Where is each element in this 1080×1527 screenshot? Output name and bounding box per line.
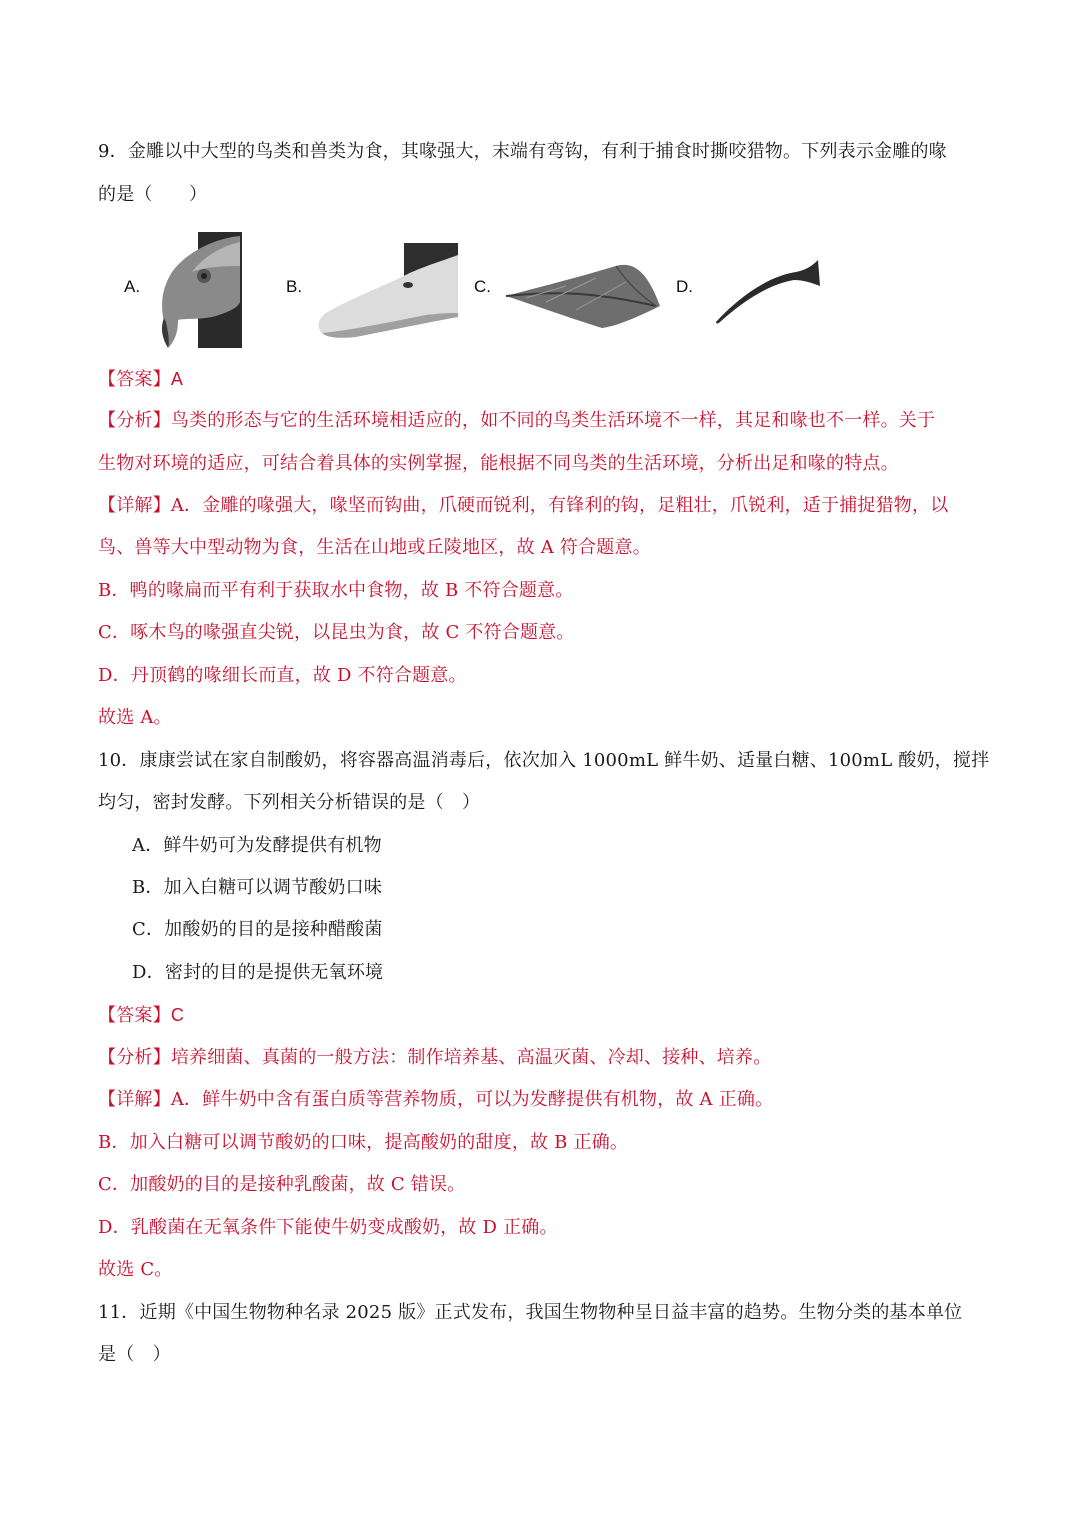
q9-answer-value: A [170, 369, 184, 389]
q9-analysis-line1 [98, 409, 988, 433]
q10-answer-value: C [170, 1005, 185, 1025]
q10-option-a: A．鲜牛奶可为发酵提供有机物 [132, 835, 382, 856]
duck-beak-icon [316, 243, 458, 339]
q9-detail-line2: 鸟、兽等大中型动物为食，生活在山地或丘陵地区，故 A 符合题意。 [98, 537, 651, 558]
q9-stem-line2: 的是（ ） [98, 184, 208, 205]
q10-detail-line1 [98, 1088, 988, 1112]
q10-answer [98, 1003, 988, 1028]
q11-stem-line2: 是（ ） [98, 1344, 171, 1365]
q9-answer-tag: 【答案】 [98, 369, 171, 390]
q9-detail-tag: 【详解】 [98, 495, 171, 516]
q10-detail-line4: D．乳酸菌在无氧条件下能使牛奶变成酸奶，故 D 正确。 [98, 1217, 558, 1238]
crane-beak-icon [714, 258, 822, 326]
q10-stem-line2: 均匀，密封发酵。下列相关分析错误的是（ ） [98, 792, 481, 813]
q9-option-c-label: C. [474, 277, 491, 296]
q10-option-c: C．加酸奶的目的是接种醋酸菌 [132, 919, 383, 940]
q9-detail-line5: D．丹顶鹤的喙细长而直，故 D 不符合题意。 [98, 665, 467, 686]
q9-option-a-label: A. [124, 277, 141, 296]
q9-detail-line1 [98, 494, 988, 518]
q10-conclusion: 故选 C。 [98, 1259, 173, 1280]
q9-detail-text1: A．金雕的喙强大，喙坚而钩曲，爪硬而锐利，有锋利的钩，足粗壮，爪锐利，适于捕捉猎物，以 [170, 495, 949, 516]
q10-stem-line1: 10．康康尝试在家自制酸奶，将容器高温消毒后，依次加入 1000mL 鲜牛奶、适量白糖、100mL 酸奶，搅拌 [98, 750, 990, 771]
q10-detail-tag: 【详解】 [98, 1089, 171, 1110]
q9-detail-line4: C．啄木鸟的喙强直尖锐，以昆虫为食，故 C 不符合题意。 [98, 622, 575, 643]
q10-answer-tag: 【答案】 [98, 1005, 171, 1026]
q9-analysis-tag: 【分析】 [98, 410, 171, 431]
q10-detail-line3: C．加酸奶的目的是接种乳酸菌，故 C 错误。 [98, 1174, 466, 1195]
woodpecker-beak-icon [506, 262, 660, 332]
q10-analysis-text1: 培养细菌、真菌的一般方法：制作培养基、高温灭菌、冷却、接种、培养。 [170, 1047, 772, 1068]
q10-option-d: D．密封的目的是提供无氧环境 [132, 962, 384, 983]
q9-answer [98, 367, 988, 392]
q9-option-b-label: B. [286, 277, 303, 296]
q10-analysis-line1 [98, 1046, 988, 1070]
q9-detail-line3: B．鸭的喙扁而平有利于获取水中食物，故 B 不符合题意。 [98, 580, 574, 601]
q9-conclusion: 故选 A。 [98, 707, 172, 728]
q9-analysis-text1: 鸟类的形态与它的生活环境相适应的，如不同的鸟类生活环境不一样，其足和喙也不一样。关于 [170, 410, 936, 431]
q11-stem-line1: 11．近期《中国生物物种名录 2025 版》正式发布，我国生物物种呈日益丰富的趋势。生物分类的基本单位 [98, 1302, 963, 1323]
q10-detail-text1: A．鲜牛奶中含有蛋白质等营养物质，可以为发酵提供有机物，故 A 正确。 [170, 1089, 774, 1110]
q10-analysis-tag: 【分析】 [98, 1047, 171, 1068]
q9-stem-line1: 9．金雕以中大型的鸟类和兽类为食，其喙强大，末端有弯钩，有利于捕食时撕咬猎物。下列表示金雕的喙 [98, 141, 947, 162]
q9-analysis-line2: 生物对环境的适应，可结合着具体的实例掌握，能根据不同鸟类的生活环境，分析出足和喙的特点。 [98, 453, 899, 474]
q10-detail-line2: B．加入白糖可以调节酸奶的口味，提高酸奶的甜度，故 B 正确。 [98, 1132, 629, 1153]
q10-option-b: B．加入白糖可以调节酸奶口味 [132, 877, 383, 898]
q9-option-d-label: D. [676, 277, 693, 296]
eagle-beak-icon [158, 232, 242, 348]
